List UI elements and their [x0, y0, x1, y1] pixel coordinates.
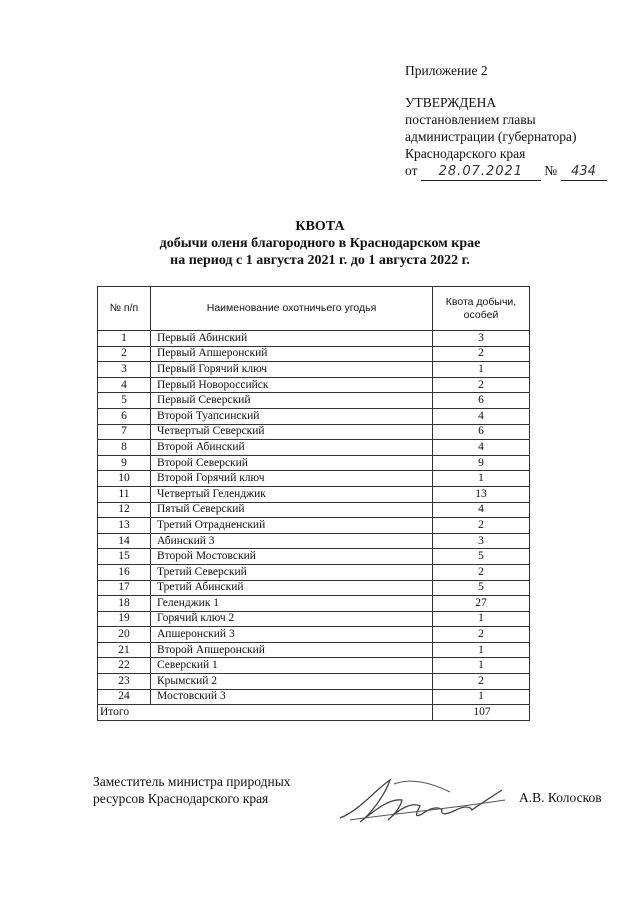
row-ground-name: Горячий ключ 2 [151, 611, 433, 627]
total-row [98, 705, 530, 721]
total-value: 107 [433, 705, 530, 721]
approval-line-2: администрации (губернатора) [405, 129, 577, 144]
row-quota: 13 [433, 486, 530, 502]
row-ground-name: Четвертый Геленджик [151, 486, 433, 502]
row-ground-name: Первый Горячий ключ [151, 362, 433, 378]
row-number: 9 [98, 455, 151, 471]
table-row [98, 471, 530, 487]
header-name: Наименование охотничьего угодья [151, 287, 433, 331]
number-label: № [544, 163, 558, 178]
table-row [98, 627, 530, 643]
table-row [98, 518, 530, 534]
table-row [98, 486, 530, 502]
row-quota: 5 [433, 580, 530, 596]
row-ground-name: Второй Абинский [151, 440, 433, 456]
row-quota: 2 [433, 377, 530, 393]
row-quota: 3 [433, 331, 530, 347]
header-quota: Квота добычи, особей [433, 287, 530, 331]
row-quota: 5 [433, 549, 530, 565]
row-ground-name: Четвертый Северский [151, 424, 433, 440]
row-number: 24 [98, 689, 151, 705]
approval-date-line [405, 162, 607, 181]
signer-name: А.В. Колосков [519, 790, 602, 805]
row-number: 11 [98, 486, 151, 502]
row-ground-name: Второй Мостовский [151, 549, 433, 565]
row-ground-name: Абинский 3 [151, 533, 433, 549]
approval-block [405, 62, 607, 181]
row-quota: 1 [433, 362, 530, 378]
row-ground-name: Мостовский 3 [151, 689, 433, 705]
row-number: 15 [98, 549, 151, 565]
row-quota: 1 [433, 471, 530, 487]
row-quota: 1 [433, 689, 530, 705]
row-quota: 2 [433, 627, 530, 643]
row-ground-name: Третий Отрадненский [151, 518, 433, 534]
row-quota: 4 [433, 440, 530, 456]
table-row [98, 658, 530, 674]
approval-line-3: Краснодарского края [405, 146, 526, 161]
table-row [98, 408, 530, 424]
row-ground-name: Крымский 2 [151, 674, 433, 690]
row-quota: 9 [433, 455, 530, 471]
row-quota: 3 [433, 533, 530, 549]
row-ground-name: Первый Северский [151, 393, 433, 409]
approval-date: 28.07.2021 [421, 163, 541, 181]
table-row [98, 440, 530, 456]
table-row [98, 502, 530, 518]
table-row [98, 611, 530, 627]
appendix-label: Приложение 2 [405, 63, 488, 78]
row-number: 14 [98, 533, 151, 549]
row-quota: 2 [433, 674, 530, 690]
row-quota: 4 [433, 502, 530, 518]
row-number: 17 [98, 580, 151, 596]
approval-number: 434 [561, 163, 607, 181]
row-number: 12 [98, 502, 151, 518]
row-quota: 2 [433, 518, 530, 534]
table-row [98, 689, 530, 705]
table-row [98, 393, 530, 409]
table-row [98, 346, 530, 362]
table-row [98, 674, 530, 690]
row-quota: 1 [433, 611, 530, 627]
table-row [98, 642, 530, 658]
row-ground-name: Второй Горячий ключ [151, 471, 433, 487]
row-quota: 1 [433, 658, 530, 674]
row-number: 19 [98, 611, 151, 627]
row-number: 8 [98, 440, 151, 456]
table-row [98, 596, 530, 612]
table-row [98, 564, 530, 580]
row-number: 23 [98, 674, 151, 690]
row-ground-name: Второй Апшеронский [151, 642, 433, 658]
table-row [98, 377, 530, 393]
row-ground-name: Пятый Северский [151, 502, 433, 518]
row-number: 4 [98, 377, 151, 393]
table-header-row [98, 287, 530, 331]
total-label: Итого [98, 705, 433, 721]
table-row [98, 424, 530, 440]
row-quota: 6 [433, 393, 530, 409]
signer-title-line-1: Заместитель министра природных [93, 774, 291, 789]
row-ground-name: Апшеронский 3 [151, 627, 433, 643]
table-body [98, 331, 530, 705]
row-quota: 27 [433, 596, 530, 612]
row-number: 18 [98, 596, 151, 612]
table-row [98, 533, 530, 549]
table-row [98, 549, 530, 565]
quota-table [97, 286, 530, 721]
signature-block [93, 773, 291, 807]
row-number: 2 [98, 346, 151, 362]
signer-title-line-2: ресурсов Краснодарского края [93, 791, 269, 806]
row-ground-name: Второй Северский [151, 455, 433, 471]
row-ground-name: Северский 1 [151, 658, 433, 674]
header-num: № п/п [98, 287, 151, 331]
row-ground-name: Первый Новороссийск [151, 377, 433, 393]
row-number: 10 [98, 471, 151, 487]
title-line-1: КВОТА [295, 219, 345, 234]
title-line-3: на период с 1 августа 2021 г. до 1 августа 2022 г. [170, 253, 470, 268]
row-quota: 2 [433, 346, 530, 362]
row-quota: 2 [433, 564, 530, 580]
row-number: 21 [98, 642, 151, 658]
document-title [0, 218, 640, 269]
approval-line-1: постановлением главы [405, 112, 536, 127]
row-quota: 4 [433, 408, 530, 424]
row-ground-name: Второй Туапсинский [151, 408, 433, 424]
row-ground-name: Третий Северский [151, 564, 433, 580]
from-label: от [405, 163, 418, 178]
row-number: 6 [98, 408, 151, 424]
title-line-2: добычи оленя благородного в Краснодарском крае [159, 236, 481, 251]
table-row [98, 362, 530, 378]
approved-label: УТВЕРЖДЕНА [405, 95, 497, 110]
row-ground-name: Геленджик 1 [151, 596, 433, 612]
row-ground-name: Первый Абинский [151, 331, 433, 347]
row-number: 1 [98, 331, 151, 347]
row-number: 3 [98, 362, 151, 378]
row-ground-name: Первый Апшеронский [151, 346, 433, 362]
handwritten-signature-icon [330, 770, 520, 830]
table-row [98, 580, 530, 596]
row-number: 20 [98, 627, 151, 643]
table-row [98, 455, 530, 471]
row-number: 16 [98, 564, 151, 580]
row-number: 5 [98, 393, 151, 409]
row-quota: 6 [433, 424, 530, 440]
table-row [98, 331, 530, 347]
row-number: 22 [98, 658, 151, 674]
row-number: 7 [98, 424, 151, 440]
row-ground-name: Третий Абинский [151, 580, 433, 596]
row-number: 13 [98, 518, 151, 534]
row-quota: 1 [433, 642, 530, 658]
